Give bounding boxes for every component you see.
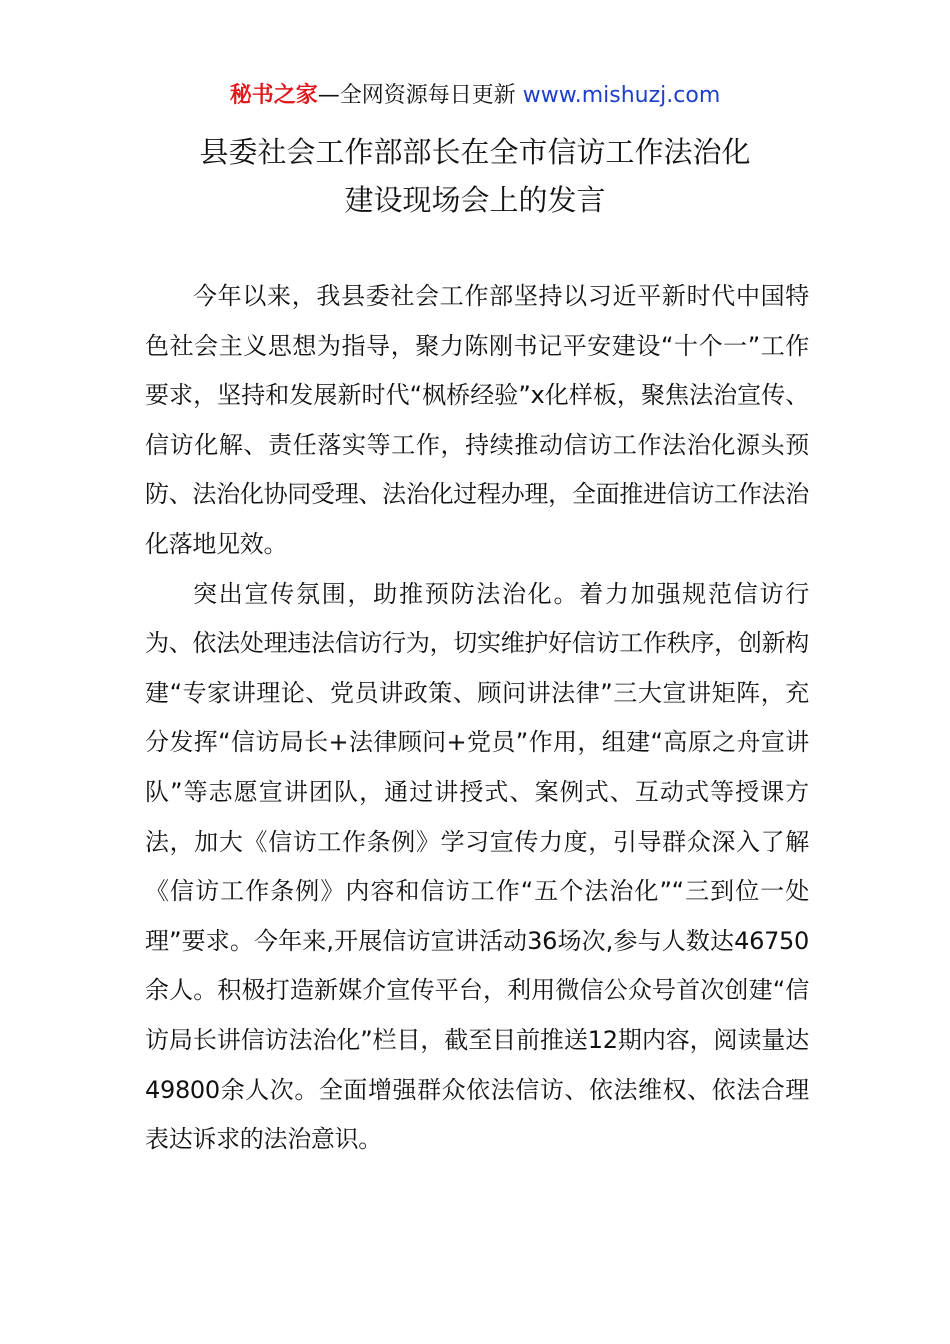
paragraph-2: 突出宣传氛围，助推预防法治化。着力加强规范信访行为、依法处理违法信访行为，切实维护好信访工作秩序，创新构建“专家讲理论、党员讲政策、顾问讲法律”三大宣讲矩阵，充分发挥“信访局长+法律顾问+党员”作用，组建“高原之舟宣讲队”等志愿宣讲团队，通过讲授式、案例式、互动式等授课方法，加大《信访工作条例》学习宣传力度，引导群众深入了解《信访工作条例》内容和信访工作“五个法治化”“三到位一处理”要求。今年来,开展信访宣讲活动36场次,参与人数达46750余人。积极打造新媒介宣传平台，利用微信公众号首次创建“信访局长讲信访法治化”栏目，截至目前推送12期内容，阅读量达49800余人次。全面增强群众依法信访、依法维权、依法合理表达诉求的法治意识。: [145, 579, 809, 1154]
paragraph-1: 今年以来，我县委社会工作部坚持以习近平新时代中国特色社会主义思想为指导，聚力陈刚书记平安建设“十个一”工作要求，坚持和发展新时代“枫桥经验”x化样板，聚焦法治宣传、信访化解、责任落实等工作，持续推动信访工作法治化源头预防、法治化协同受理、法治化过程办理，全面推进信访工作法治化落地见效。: [145, 282, 809, 558]
brand-name: 秘书之家: [229, 83, 318, 108]
document-body: [145, 272, 809, 1165]
header-tagline: —全网资源每日更新: [317, 83, 516, 108]
site-url[interactable]: www.mishuzj.com: [522, 83, 721, 108]
title-line-2: 建设现场会上的发言: [344, 183, 606, 217]
document-title: [0, 128, 950, 224]
title-line-1: 县委社会工作部部长在全市信访工作法治化: [199, 135, 751, 169]
site-header: [0, 80, 950, 112]
